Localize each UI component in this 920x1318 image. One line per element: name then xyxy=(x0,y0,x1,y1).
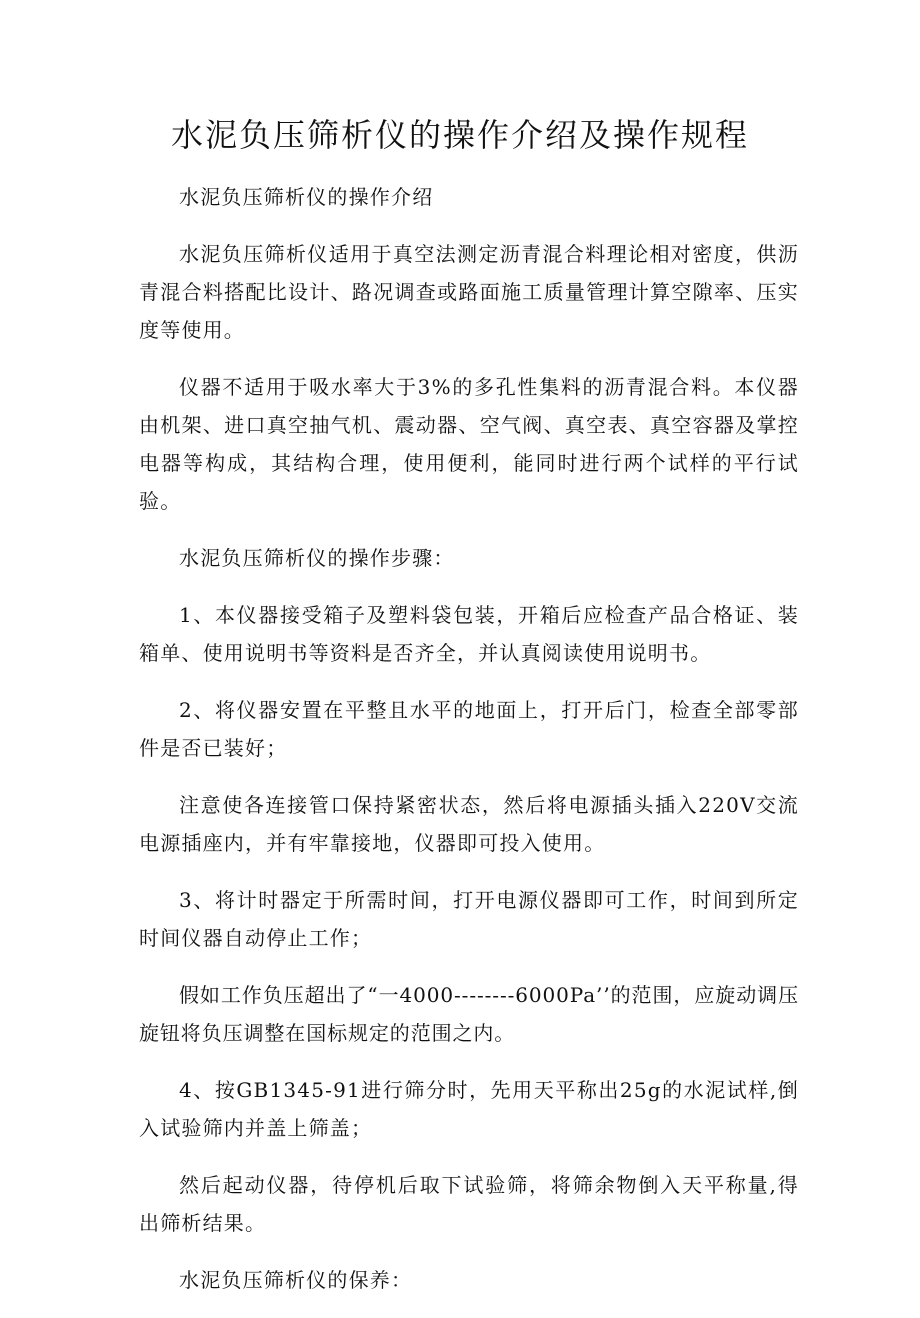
document-body xyxy=(139,178,799,1318)
paragraph-purpose: 水泥负压筛析仪适用于真空法测定沥青混合料理论相对密度，供沥青混合料搭配比设计、路况调查或路面施工质量管理计算空隙率、压实度等使用。 xyxy=(139,242,799,342)
paragraph-step-3-note: 假如工作负压超出了“一4000--------6000Pa’’的范围，应旋动调压旋钮将负压调整在国标规定的范围之内。 xyxy=(139,983,799,1045)
section-heading-maintenance: 水泥负压筛析仪的保养： xyxy=(179,1268,413,1292)
section-heading-steps: 水泥负压筛析仪的操作步骤： xyxy=(179,546,455,570)
paragraph-step-4-note: 然后起动仪器，待停机后取下试验筛，将筛余物倒入天平称量,得出筛析结果。 xyxy=(139,1173,799,1235)
paragraph-step-3: 3、将计时器定于所需时间，打开电源仪器即可工作，时间到所定时间仪器自动停止工作； xyxy=(139,888,799,950)
paragraph-step-4: 4、按GB1345-91进行筛分时，先用天平称出25g的水泥试样,倒入试验筛内并盖上筛盖； xyxy=(139,1078,799,1140)
document-title: 水泥负压筛析仪的操作介绍及操作规程 xyxy=(170,116,749,154)
paragraph-structure: 仪器不适用于吸水率大于3%的多孔性集料的沥青混合料。本仪器由机架、进口真空抽气机、震动器、空气阀、真空表、真空容器及掌控电器等构成，其结构合理，使用便利，能同时进行两个试样的平行试验。 xyxy=(139,375,799,513)
paragraph-step-2: 2、将仪器安置在平整且水平的地面上，打开后门，检查全部零部件是否已装好； xyxy=(139,698,799,760)
paragraph-step-1: 1、本仪器接受箱子及塑料袋包装，开箱后应检查产品合格证、装箱单、使用说明书等资料是否齐全，并认真阅读使用说明书。 xyxy=(139,603,799,665)
paragraph-step-2-note: 注意使各连接管口保持紧密状态，然后将电源插头插入220V交流电源插座内，并有牢靠接地，仪器即可投入使用。 xyxy=(139,793,799,855)
section-heading-intro: 水泥负压筛析仪的操作介绍 xyxy=(179,185,434,209)
